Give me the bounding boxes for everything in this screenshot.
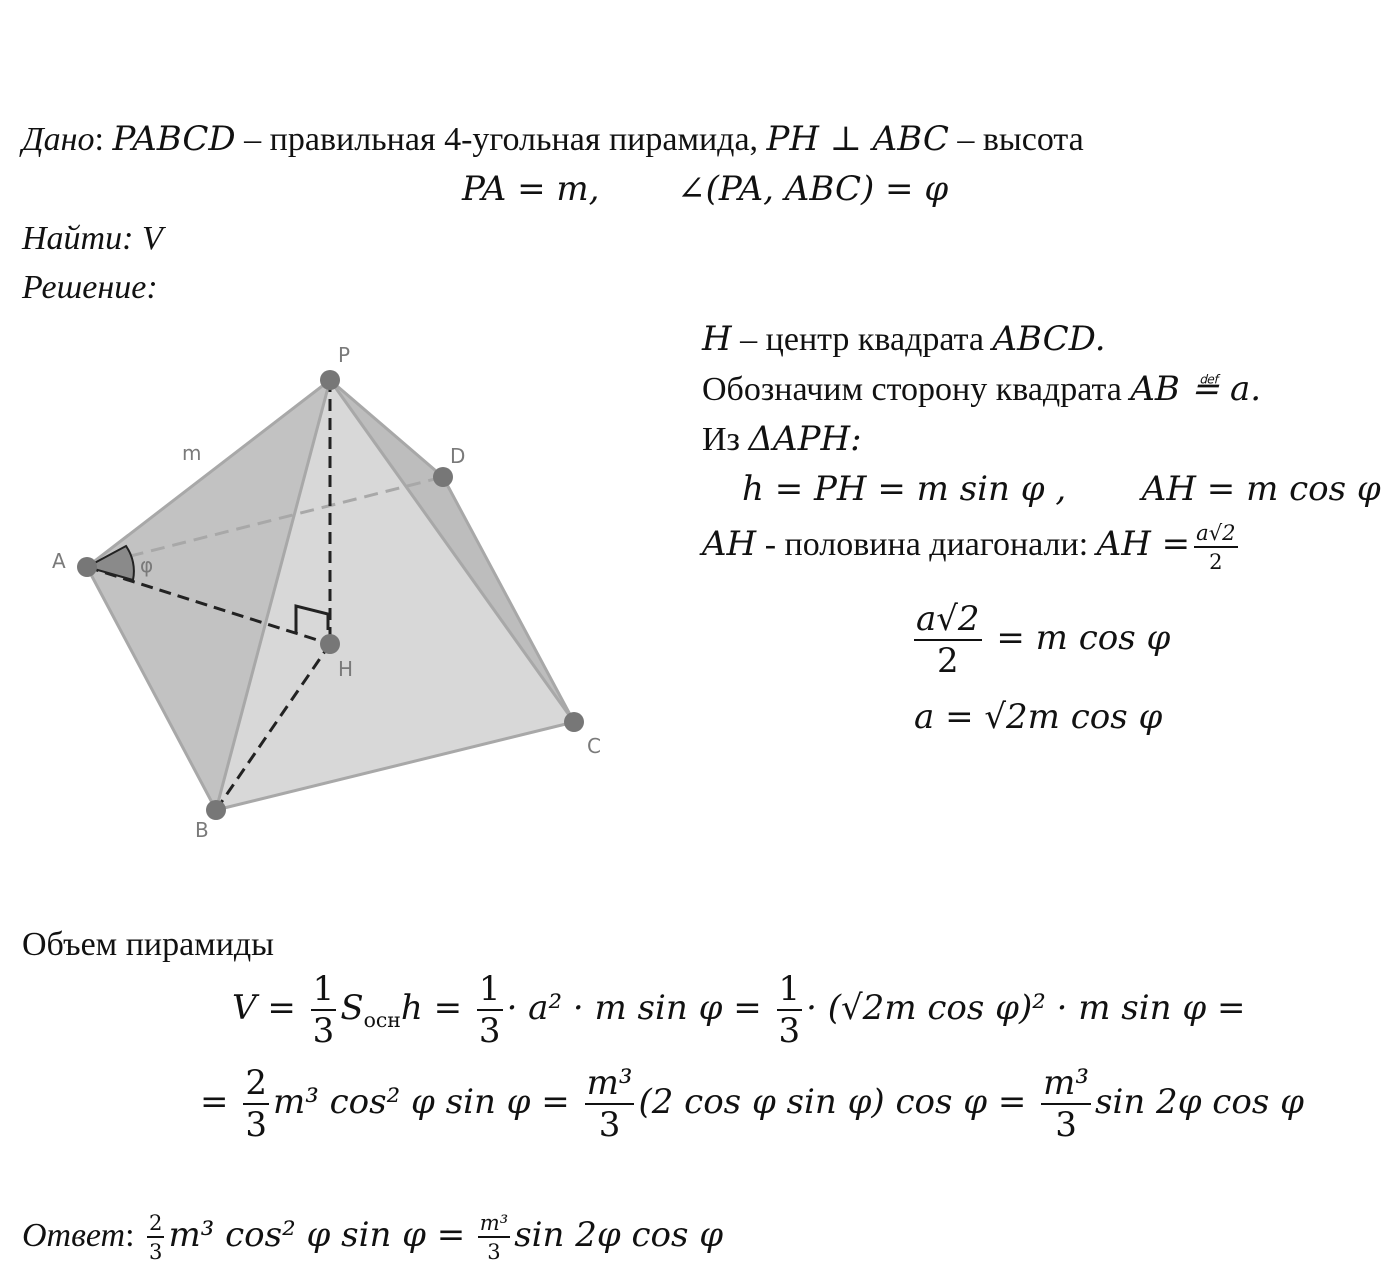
fraction-m3-over-3-a: $\frac{\text{m³}}{3}$ [586,1063,633,1145]
line2-term-1: m³ cos² φ sin φ = [272,1082,570,1122]
square-name: ABCD. [992,319,1106,359]
vertex-d [433,467,453,487]
vertex-h [320,634,340,654]
find-value: V [141,220,163,257]
step-denote [702,369,1262,409]
volume-term-2: · a² · m sin φ = [506,988,762,1028]
line2-eq: = [200,1082,229,1122]
label-p: P [338,343,351,367]
triangle-name: ΔAPH: [748,419,862,459]
vertex-b [206,800,226,820]
step-heights [742,469,1381,509]
answer-line: Ответ: $\frac{2}{3}$ m³ cos² φ sin φ = $\frac{\text{m³}}{3}$ sin 2φ cos φ [22,1210,724,1265]
find-label: Найти [22,220,123,257]
fraction-one-third-3: $\frac{1}{3}$ [778,969,801,1051]
given-label: Дано [22,121,95,158]
var-h: H [702,319,732,359]
equation-rest: = m cos φ [996,618,1171,658]
pyramid-desc: – правильная 4-угольная пирамида, [244,121,759,158]
vertex-a [77,557,97,577]
label-a: A [52,549,66,573]
fraction-m3-over-3-b: $\frac{\text{m³}}{3}$ [1043,1063,1090,1145]
volume-label [22,928,274,962]
ah-var: AH [702,523,757,564]
height-formula: h = PH = m sin φ , [742,469,1067,509]
volume-term-3: · (√2m cos φ)² · m sin φ = [806,988,1246,1028]
solution-label: Решение: [22,269,158,306]
answer-term-1: m³ cos² φ sin φ = [168,1215,466,1256]
height-relation: PH ⊥ ABC [766,119,949,159]
ah-expr: AH = [1096,523,1191,564]
step-diagonal [702,520,1242,575]
vertex-c [564,712,584,732]
pyramid-figure [40,330,620,850]
answer-fraction-m3-over-3: $\frac{\text{m³}}{3}$ [479,1210,509,1265]
height-word: – высота [957,121,1084,158]
given-conditions [462,169,949,209]
step-triangle [702,419,862,459]
vertex-p [320,370,340,390]
h-eq: h = [400,988,463,1028]
line2-term-3: sin 2φ cos φ [1095,1082,1304,1122]
ah-formula: AH = m cos φ [1141,469,1381,509]
v-eq: V = [232,988,296,1028]
fraction-one-third-1: $\frac{1}{3}$ [312,969,335,1051]
denote-text: Обозначим сторону квадрата [702,371,1122,408]
label-h: H [338,657,354,681]
center-text: – центр квадрата [740,321,984,358]
answer-term-2: sin 2φ cos φ [514,1215,724,1256]
fraction-two-thirds: $\frac{2}{3}$ [245,1063,267,1145]
label-phi: φ [140,553,154,577]
s-base-sub: осн [363,1007,401,1032]
answer-fraction-two-thirds: $\frac{2}{3}$ [149,1210,163,1265]
diagonal-text: - половина диагонали: [764,525,1089,563]
s-base: S [340,988,364,1028]
denote-expr: AB ≝ a. [1130,369,1262,409]
from-text: Из [702,421,740,458]
side-formula: a = √2m cos φ [914,697,1163,737]
volume-line-2 [200,1063,1304,1145]
condition-angle: ∠(PA, ABC) = φ [677,169,949,209]
label-c: C [587,734,601,758]
step-center [702,319,1106,359]
fraction-a-root2-over-2-large: $\frac{a√2}{2}$ [916,599,980,681]
answer-label: Ответ [22,1217,126,1255]
fraction-one-third-2: $\frac{1}{3}$ [478,969,501,1051]
step-equation [910,599,1171,681]
volume-label-text: Объем пирамиды [22,926,275,963]
fraction-a-root2-over-2: $\frac{a√2}{2}$ [1196,520,1236,575]
label-m: m [182,441,202,465]
condition-pa: PA = m, [462,169,600,209]
line2-term-2: (2 cos φ sin φ) cos φ = [638,1082,1027,1122]
pyramid-name: PABCD [112,119,236,159]
find-line: Найти: V [22,220,163,257]
given-line: Дано: PABCD – правильная 4-угольная пирамида, PH ⊥ ABC – высота [22,119,1084,159]
label-b: B [195,818,209,842]
step-side [914,697,1163,737]
solution-label-text: Решение [22,269,147,306]
label-d: D [450,444,466,468]
volume-line-1 [232,969,1246,1051]
